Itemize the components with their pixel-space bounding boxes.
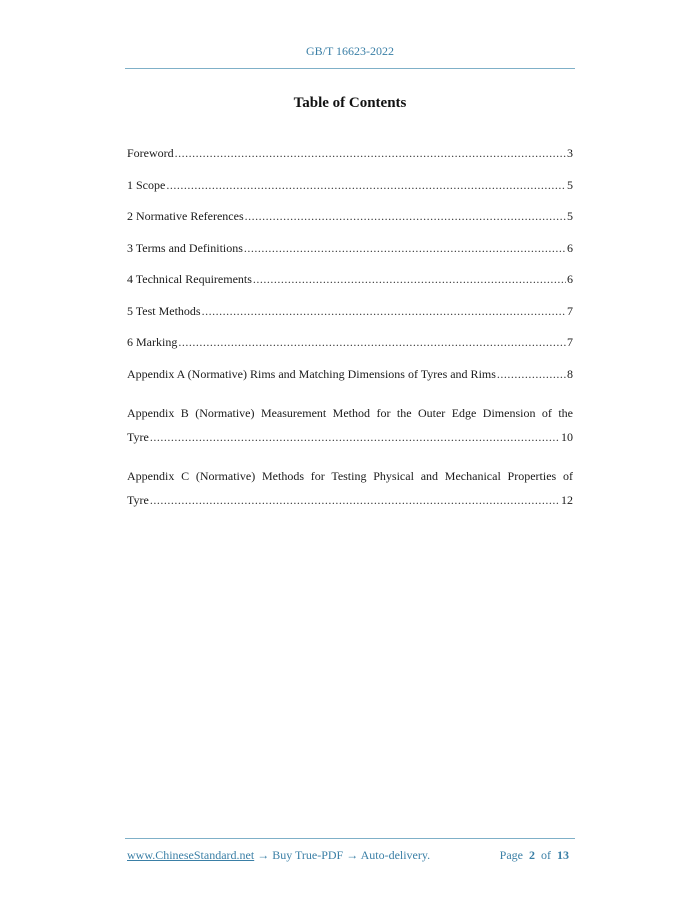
page-current: 2 xyxy=(529,848,535,862)
toc-entry-appendix-c[interactable] xyxy=(127,461,573,524)
toc-entry-page: 6 xyxy=(567,240,573,255)
toc-entry-label: Appendix B (Normative) Measurement Method for the Outer Edge Dimension of the xyxy=(127,406,573,420)
toc-entry-page: 7 xyxy=(567,335,573,349)
toc-entry-test-methods[interactable] xyxy=(127,304,573,336)
toc-leader-dots xyxy=(245,209,566,224)
toc-leader-dots xyxy=(202,304,566,319)
toc-entry-page: 3 xyxy=(567,146,573,160)
toc-leader-dots xyxy=(253,272,566,287)
page-footer xyxy=(125,838,575,869)
toc-entry-appendix-b[interactable] xyxy=(127,398,573,461)
toc-entry-label: 3 Terms and Definitions xyxy=(127,240,243,255)
toc-entry-terms-definitions[interactable] xyxy=(127,241,573,273)
page-header xyxy=(125,38,575,69)
toc-leader-dots xyxy=(150,493,560,508)
toc-entry-label: 5 Test Methods xyxy=(127,303,201,318)
toc-leader-dots xyxy=(497,367,566,382)
toc-entry-page: 12 xyxy=(561,492,573,507)
page-of: of xyxy=(541,848,551,862)
toc-entry-normative-references[interactable] xyxy=(127,209,573,241)
toc-entry-page: 5 xyxy=(567,209,573,223)
toc-entry-appendix-a[interactable] xyxy=(127,367,573,399)
footer-promo xyxy=(127,848,430,863)
toc-leader-dots xyxy=(244,241,566,256)
toc-leader-dots xyxy=(166,178,566,193)
page-label: Page xyxy=(499,848,523,862)
toc-entry-label: Appendix C (Normative) Methods for Testing Physical and Mechanical Properties of xyxy=(127,469,573,483)
toc-entry-page: 5 xyxy=(567,177,573,192)
toc-entry-page: 6 xyxy=(567,272,573,286)
page-total: 13 xyxy=(557,848,569,862)
toc-leader-dots xyxy=(178,335,566,350)
toc-entry-label: Appendix A (Normative) Rims and Matching Dimensions of Tyres and Rims xyxy=(127,366,496,381)
toc-leader-dots xyxy=(150,430,560,445)
toc-entry-continuation xyxy=(127,493,573,525)
toc-entry-scope[interactable] xyxy=(127,178,573,210)
toc-entry-page: 8 xyxy=(567,366,573,381)
page-title: Table of Contents xyxy=(293,95,407,111)
toc-entry-label: 2 Normative References xyxy=(127,209,244,223)
toc-entry-label: Tyre xyxy=(127,492,149,507)
toc-entry-label: 1 Scope xyxy=(127,177,166,192)
toc-entry-page: 10 xyxy=(561,429,573,444)
toc-entry-label: 6 Marking xyxy=(127,335,178,349)
toc-entry-marking[interactable] xyxy=(127,335,573,367)
toc-entry-page: 7 xyxy=(567,303,573,318)
toc-leader-dots xyxy=(175,146,566,161)
table-of-contents xyxy=(127,146,573,524)
toc-entry-foreword[interactable] xyxy=(127,146,573,178)
toc-entry-label: Foreword xyxy=(127,146,174,160)
toc-entry-technical-requirements[interactable] xyxy=(127,272,573,304)
page-number xyxy=(500,848,569,863)
toc-entry-label: Tyre xyxy=(127,429,149,444)
promo-text: → Buy True-PDF → Auto-delivery. xyxy=(254,848,431,862)
toc-entry-label: 4 Technical Requirements xyxy=(127,272,252,286)
document-code: GB/T 16623-2022 xyxy=(305,44,395,58)
toc-entry-continuation xyxy=(127,430,573,462)
site-link[interactable]: www.ChineseStandard.net xyxy=(127,848,255,862)
